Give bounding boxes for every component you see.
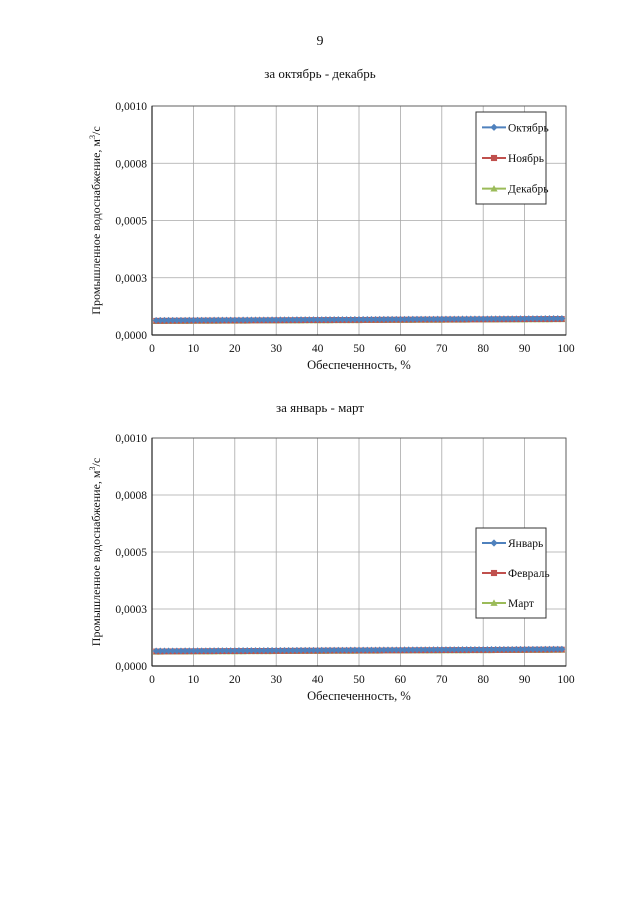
y-tick-label: 0,0000 xyxy=(115,661,147,673)
legend-marker xyxy=(491,570,497,576)
x-tick-label: 10 xyxy=(187,674,200,686)
x-axis-label: Обеспеченность, % xyxy=(307,689,411,703)
x-tick-label: 70 xyxy=(436,343,448,355)
x-tick-label: 70 xyxy=(436,674,448,686)
x-tick-label: 0 xyxy=(149,343,155,355)
y-axis-label-tail: /с xyxy=(89,126,103,135)
legend-label: Январь xyxy=(508,538,544,550)
y-tick-label: 0,0010 xyxy=(115,433,147,445)
y-tick-label: 0,0005 xyxy=(115,547,147,559)
legend xyxy=(476,528,550,618)
y-axis-label-main: Промышленное водоснабжение, м xyxy=(89,470,103,647)
page-number: 9 xyxy=(316,34,324,49)
x-tick-label: 20 xyxy=(229,343,241,355)
x-tick-label: 20 xyxy=(229,674,241,686)
y-tick-label: 0,0005 xyxy=(115,215,147,228)
y-axis-label xyxy=(88,126,103,314)
x-tick-label: 50 xyxy=(353,343,365,355)
x-tick-label: 100 xyxy=(557,674,575,686)
y-axis-label-sup: 3 xyxy=(88,134,97,139)
x-tick-label: 0 xyxy=(149,674,155,686)
legend-label: Февраль xyxy=(508,568,550,580)
y-tick-label: 0,0010 xyxy=(115,101,147,113)
x-tick-label: 80 xyxy=(477,343,489,355)
x-tick-label: 90 xyxy=(518,674,531,686)
legend-marker xyxy=(491,155,497,161)
y-axis-label-sup: 3 xyxy=(88,466,97,471)
x-tick-label: 40 xyxy=(311,343,324,355)
y-tick-label: 0,0008 xyxy=(115,490,147,502)
chart-title: за январь - март xyxy=(275,400,365,415)
legend-label: Ноябрь xyxy=(508,153,544,165)
series-Январь xyxy=(153,646,566,655)
y-tick-label: 0,0000 xyxy=(115,330,147,342)
y-tick-label: 0,0003 xyxy=(115,272,147,285)
x-tick-label: 30 xyxy=(270,343,282,355)
series-Октябрь xyxy=(153,315,566,324)
legend xyxy=(476,112,549,204)
y-axis-label-tail: /с xyxy=(89,457,103,467)
x-tick-label: 90 xyxy=(518,343,531,355)
legend-label: Октябрь xyxy=(508,122,549,135)
x-tick-label: 50 xyxy=(353,674,365,686)
chart-1 xyxy=(88,66,575,372)
y-axis-label-main: Промышленное водоснабжение, м xyxy=(89,138,103,315)
x-axis-label: Обеспеченность, % xyxy=(307,358,411,372)
chart-2 xyxy=(88,400,575,703)
y-tick-label: 0,0003 xyxy=(115,604,147,616)
x-tick-label: 30 xyxy=(270,674,282,686)
chart-title: за октябрь - декабрь xyxy=(264,66,376,81)
legend-label: Декабрь xyxy=(508,183,549,196)
x-tick-label: 80 xyxy=(477,674,489,686)
y-tick-label: 0,0008 xyxy=(115,158,147,171)
x-tick-label: 40 xyxy=(311,674,324,686)
x-tick-label: 60 xyxy=(394,674,407,686)
y-axis-label xyxy=(88,458,103,646)
x-tick-label: 100 xyxy=(557,343,575,355)
legend-label: Март xyxy=(508,598,534,610)
x-tick-label: 60 xyxy=(394,343,407,355)
x-tick-label: 10 xyxy=(187,343,200,355)
